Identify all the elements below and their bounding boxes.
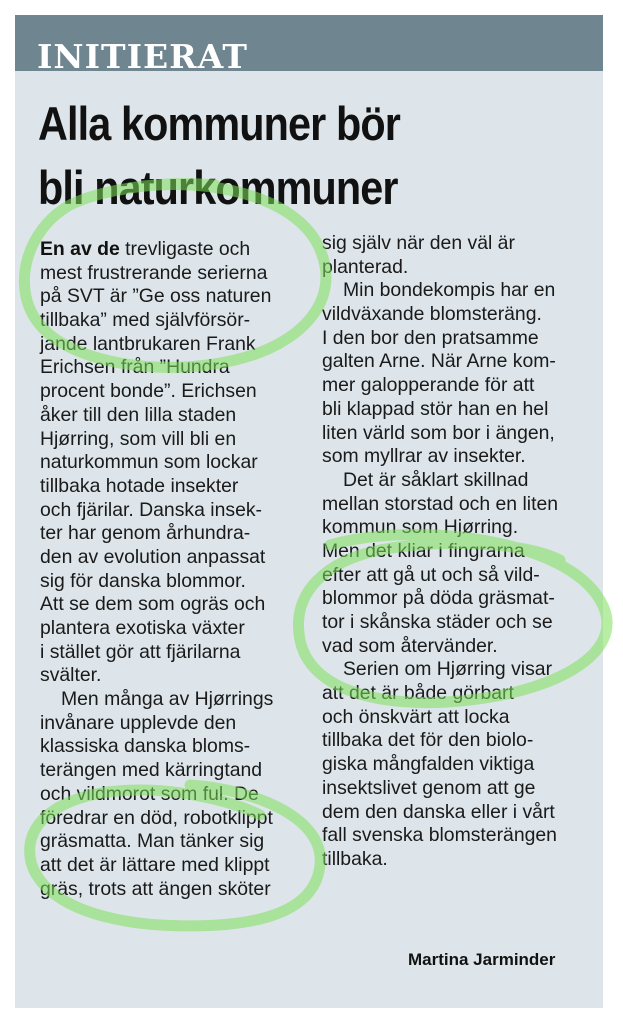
body-left-line (40, 759, 300, 783)
headline-line-1: Alla kommuner bör (38, 97, 400, 150)
body-right-line (322, 777, 592, 801)
body-left-line-text: plantera exotiska växter (40, 617, 245, 639)
body-left-line (40, 238, 300, 262)
body-left-line (40, 333, 300, 357)
body-right-line (322, 350, 592, 374)
body-left-line (40, 688, 300, 712)
body-right-line-text: Min bondekompis har en (343, 279, 556, 302)
body-left-line-text: i stället gör att fjärilarna (40, 640, 241, 663)
body-left-line (40, 570, 300, 594)
headline-line-2: bli naturkommuner (38, 161, 398, 214)
body-left-line-text: Att se dem som ogräs och (40, 593, 266, 616)
body-right-line-text: I den bor den pratsamme (322, 326, 539, 349)
body-right-line-text: galten Arne. När Arne kom- (322, 350, 556, 373)
body-left-line (40, 830, 300, 854)
body-left-line (40, 546, 300, 570)
body-left-line (40, 380, 300, 404)
body-right-line-text: kommun som Hjørring. (322, 516, 519, 539)
body-left-line-text: gräsmatta. Man tänker sig (40, 830, 265, 853)
body-left-line-text: naturkommun som lockar (40, 451, 258, 474)
body-right-line-text: och önskvärt att locka (322, 705, 510, 728)
body-left-line (40, 664, 300, 688)
body-right-line-text: liten värld som bor i ängen, (322, 421, 555, 444)
body-left-line (40, 285, 300, 309)
body-right-line (322, 279, 592, 303)
body-column-right (322, 232, 592, 872)
body-left-line (40, 878, 300, 902)
body-left-line (40, 854, 300, 878)
body-right-line-text: vad som återvänder. (322, 634, 498, 657)
body-left-line (40, 593, 300, 617)
body-right-line-text: mellan storstad och en liten (322, 492, 559, 515)
body-right-line (322, 635, 592, 659)
body-left-line-text: invånare upplevde den (40, 711, 237, 734)
body-left-line-text: jande lantbrukaren Frank (40, 332, 256, 355)
body-right-line-text: sig själv när den väl är (322, 232, 515, 254)
body-left-line-text: att det är lättare med klippt (40, 853, 270, 876)
body-left-line (40, 475, 300, 499)
body-left-line (40, 807, 300, 831)
body-right-line (322, 564, 592, 588)
body-right-line-text: insektslivet genom att ge (322, 776, 536, 799)
body-left-line-text: den av evolution anpassat (40, 545, 266, 568)
body-right-line (322, 256, 592, 280)
body-left-line-text: Men många av Hjørrings (61, 688, 274, 711)
body-right-line (322, 374, 592, 398)
body-right-line (322, 398, 592, 422)
body-left-line (40, 404, 300, 428)
body-right-line (322, 729, 592, 753)
body-left-line-text: procent bonde”. Erichsen (40, 380, 257, 403)
body-left-line-text: Erichsen från ”Hundra (40, 356, 230, 379)
body-right-line-text: Serien om Hjørring visar (343, 658, 553, 681)
body-right-line (322, 706, 592, 730)
body-right-line-text: blommor på döda gräsmat- (322, 587, 555, 610)
body-right-line (322, 493, 592, 517)
body-left-line-text: sig för danska blommor. (40, 569, 246, 592)
body-left-line (40, 356, 300, 380)
body-right-line-text: fall svenska blomsterängen (322, 824, 557, 847)
body-left-line (40, 451, 300, 475)
body-left-line (40, 735, 300, 759)
body-right-line-text: att det är både görbart (322, 682, 514, 705)
body-right-line-text: som myllrar av insekter. (322, 445, 526, 468)
body-left-line (40, 712, 300, 736)
body-left-line-text: svälter. (40, 664, 102, 687)
body-left-line (40, 309, 300, 333)
body-right-line (322, 516, 592, 540)
body-right-line-text: mer galopperande för att (322, 374, 535, 397)
body-right-line-text: giska mångfalden viktiga (322, 753, 535, 776)
body-left-line (40, 522, 300, 546)
body-left-line-text: tillbaka hotade insekter (40, 474, 239, 497)
body-left-line (40, 428, 300, 452)
body-right-line-text: efter att gå ut och så vild- (322, 563, 540, 586)
body-right-line-text: tor i skånska städer och se (322, 611, 553, 633)
byline: Martina Jarminder (408, 950, 556, 969)
body-left-line-text: terängen med kärringtand (40, 759, 263, 782)
body-right-line (322, 658, 592, 682)
body-left-line-text: gräs, trots att ängen sköter (40, 877, 271, 900)
body-left-line (40, 499, 300, 523)
body-right-line (322, 422, 592, 446)
body-left-line-text: tillbaka” med självförsör- (40, 309, 251, 332)
body-column-left (40, 238, 300, 901)
body-right-line (322, 611, 592, 635)
body-left-line-text: på SVT är ”Ge oss naturen (40, 285, 272, 308)
body-right-line (322, 303, 592, 327)
body-right-line-text: Det är såklart skillnad (343, 468, 529, 491)
body-right-line (322, 753, 592, 777)
body-left-line (40, 783, 300, 807)
body-right-line (322, 848, 592, 872)
body-left-line-text: mest frustrerande serierna (40, 261, 268, 284)
body-left-line (40, 641, 300, 665)
body-right-line (322, 327, 592, 351)
body-right-line-text: planterad. (322, 255, 409, 278)
body-left-line-text: klassiska danska bloms- (40, 735, 251, 758)
kicker-label: INITIERAT (37, 37, 248, 76)
body-left-line-text: trevligaste och (119, 238, 251, 260)
body-right-line-text: dem den danska eller i vårt (322, 800, 555, 823)
body-left-line-text: och fjärilar. Danska insek- (40, 498, 263, 521)
body-left-line-text: ter har genom århundra- (40, 522, 251, 545)
kicker-bar (15, 15, 603, 76)
body-right-line (322, 587, 592, 611)
body-right-line-text: tillbaka. (322, 847, 388, 870)
body-right-line (322, 682, 592, 706)
body-right-line-text: bli klappad stör han en hel (322, 397, 549, 420)
body-right-line (322, 469, 592, 493)
body-right-line (322, 232, 592, 256)
body-right-line (322, 540, 592, 564)
headline (38, 92, 531, 220)
body-right-line-text: Men det kliar i fingrarna (322, 539, 525, 562)
lead-in: En av de (40, 238, 120, 260)
body-right-line (322, 801, 592, 825)
body-left-line (40, 262, 300, 286)
body-right-line (322, 445, 592, 469)
body-left-line-text: åker till den lilla staden (40, 403, 237, 426)
body-left-line-text: Hjørring, som vill bli en (40, 427, 237, 450)
body-left-line-text: och vildmorot som ful. De (40, 782, 259, 805)
body-left-line-text: föredrar en död, robotklippt (40, 806, 273, 829)
body-right-line (322, 824, 592, 848)
body-right-line-text: tillbaka det för den biolo- (322, 729, 534, 752)
body-right-line-text: vildväxande blomsteräng. (322, 303, 542, 326)
body-left-line (40, 617, 300, 641)
